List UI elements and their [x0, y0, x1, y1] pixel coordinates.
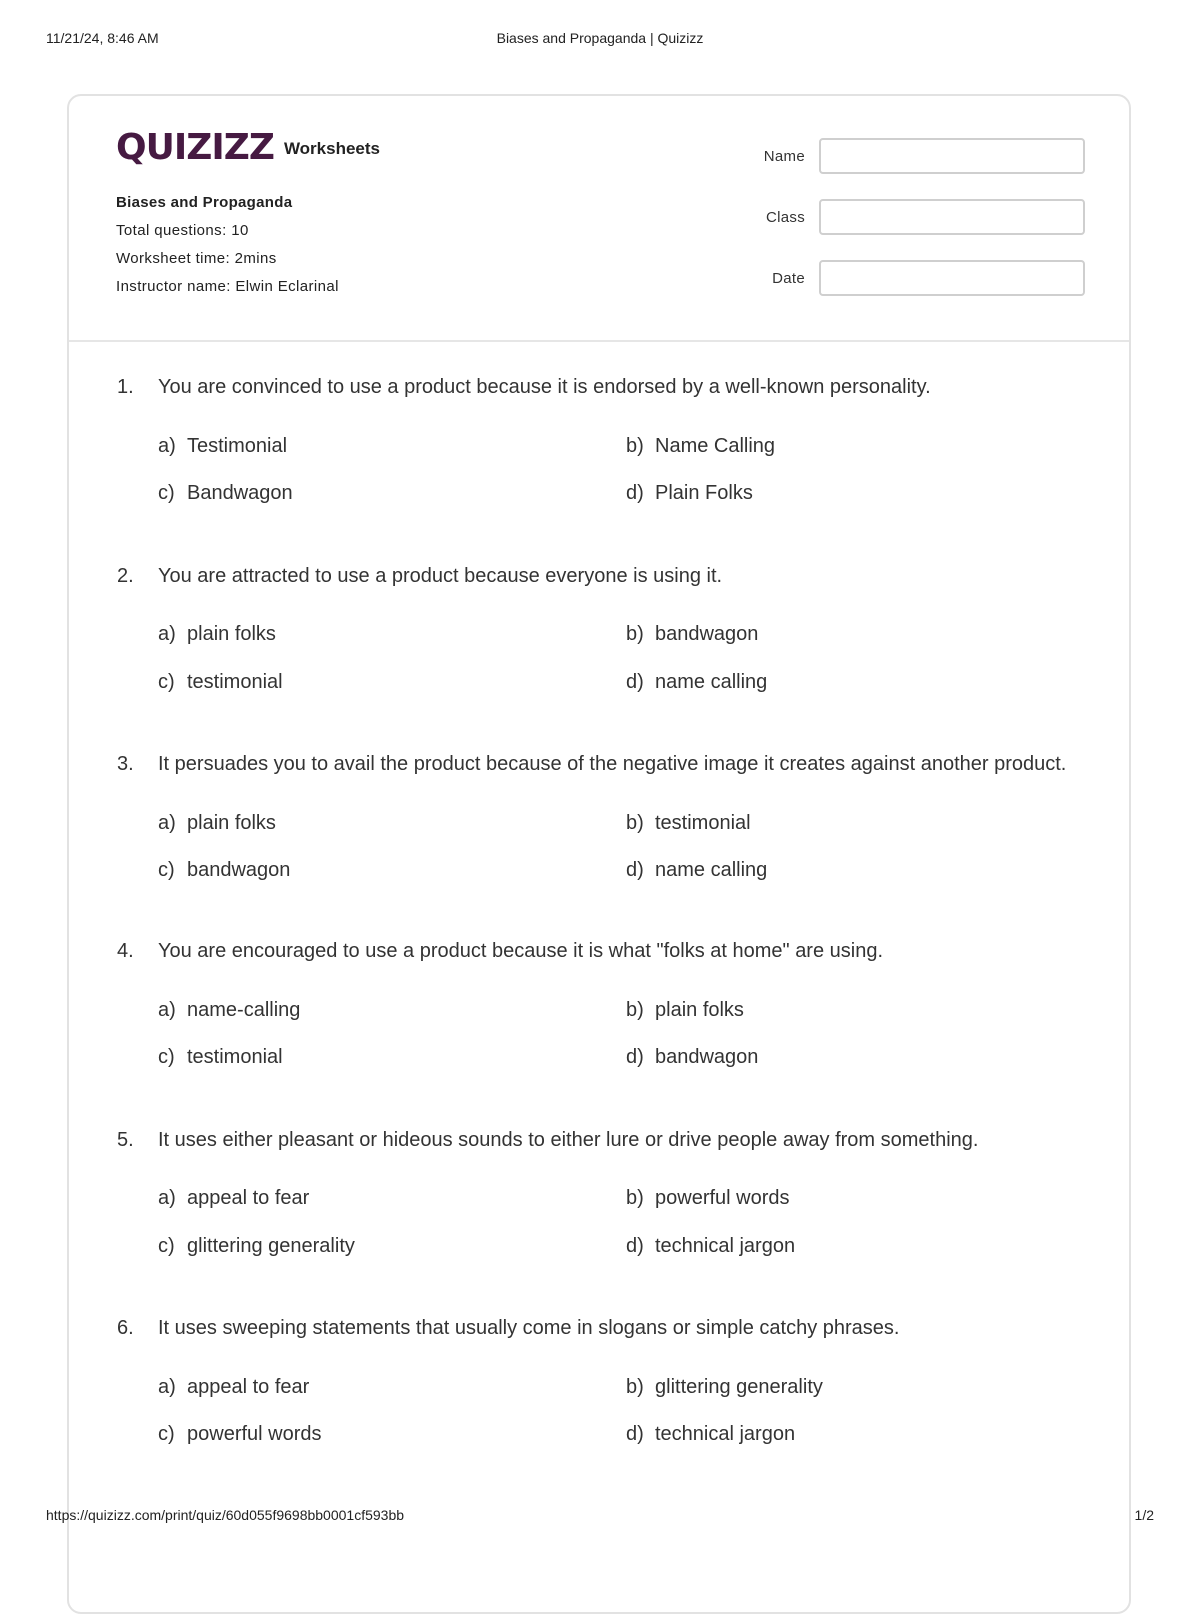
option-d[interactable]: d) bandwagon: [626, 1046, 759, 1068]
question-prompt: It persuades you to avail the product because of the negative image it creates against another product.: [158, 753, 1067, 775]
instructor-name: Instructor name: Elwin Eclarinal: [116, 278, 339, 295]
question-prompt: It uses either pleasant or hideous sounds to either lure or drive people away from something.: [158, 1129, 979, 1151]
question-prompt: You are convinced to use a product because it is endorsed by a well-known personality.: [158, 376, 931, 398]
option-c[interactable]: c) powerful words: [158, 1423, 322, 1445]
print-page-title: Biases and Propaganda | Quizizz: [496, 30, 704, 46]
option-a[interactable]: a) appeal to fear: [158, 1376, 310, 1398]
question-text: [117, 1129, 978, 1152]
option-b[interactable]: b) plain folks: [626, 999, 744, 1021]
question-number: 5.: [117, 1129, 134, 1151]
worksheet-card: [67, 94, 1131, 1614]
option-a[interactable]: a) plain folks: [158, 623, 276, 645]
question-number: 3.: [117, 753, 134, 775]
question-text: [117, 565, 722, 588]
question-number: 2.: [117, 565, 134, 587]
class-field-group: [729, 199, 1085, 235]
logo-wordmark: QUIZIZZ: [116, 127, 274, 168]
question-prompt: You are encouraged to use a product because it is what "folks at home" are using.: [158, 940, 884, 962]
page-number: 1/2: [1134, 1507, 1154, 1523]
option-c[interactable]: c) testimonial: [158, 671, 283, 693]
print-url: https://quizizz.com/print/quiz/60d055f9698bb0001cf593bb: [46, 1507, 405, 1523]
option-b[interactable]: b) powerful words: [626, 1187, 790, 1209]
print-header: [46, 30, 1154, 50]
option-a[interactable]: a) name-calling: [158, 999, 301, 1021]
class-label: Class: [765, 209, 805, 226]
option-d[interactable]: d) name calling: [626, 671, 768, 693]
option-c[interactable]: c) testimonial: [158, 1046, 283, 1068]
worksheet-header: [69, 96, 1129, 342]
option-b[interactable]: b) bandwagon: [626, 623, 759, 645]
name-field-group: [729, 138, 1085, 174]
option-b[interactable]: b) testimonial: [626, 812, 751, 834]
date-label: Date: [772, 270, 805, 287]
question-number: 6.: [117, 1317, 134, 1339]
question-text: [117, 1317, 899, 1340]
option-a[interactable]: a) appeal to fear: [158, 1187, 310, 1209]
question-prompt: It uses sweeping statements that usually come in slogans or simple catchy phrases.: [158, 1317, 900, 1339]
question-text: [117, 940, 883, 963]
option-d[interactable]: d) technical jargon: [626, 1235, 796, 1257]
worksheet-meta: [116, 194, 339, 306]
option-b[interactable]: b) glittering generality: [626, 1376, 823, 1398]
question-text: [117, 376, 931, 399]
option-d[interactable]: d) technical jargon: [626, 1423, 796, 1445]
print-timestamp: 11/21/24, 8:46 AM: [46, 30, 159, 46]
option-d[interactable]: d) name calling: [626, 859, 768, 881]
class-input[interactable]: [819, 199, 1085, 235]
option-b[interactable]: b) Name Calling: [626, 435, 776, 457]
name-label: Name: [763, 148, 805, 165]
worksheet-time: Worksheet time: 2mins: [116, 250, 277, 267]
option-c[interactable]: c) Bandwagon: [158, 482, 293, 504]
name-input[interactable]: [819, 138, 1085, 174]
question-number: 1.: [117, 376, 134, 398]
question-number: 4.: [117, 940, 134, 962]
option-c[interactable]: c) glittering generality: [158, 1235, 355, 1257]
date-input[interactable]: [819, 260, 1085, 296]
logo-subtitle: Worksheets: [283, 139, 380, 158]
quizizz-logo: [116, 128, 380, 168]
option-a[interactable]: a) Testimonial: [158, 435, 288, 457]
question-text: [117, 753, 1066, 776]
worksheet-title: Biases and Propaganda: [116, 194, 293, 211]
question-prompt: You are attracted to use a product because everyone is using it.: [158, 565, 723, 587]
option-c[interactable]: c) bandwagon: [158, 859, 291, 881]
print-footer: [46, 1507, 1154, 1527]
total-questions: Total questions: 10: [116, 222, 249, 239]
option-d[interactable]: d) Plain Folks: [626, 482, 753, 504]
date-field-group: [729, 260, 1085, 296]
option-a[interactable]: a) plain folks: [158, 812, 276, 834]
